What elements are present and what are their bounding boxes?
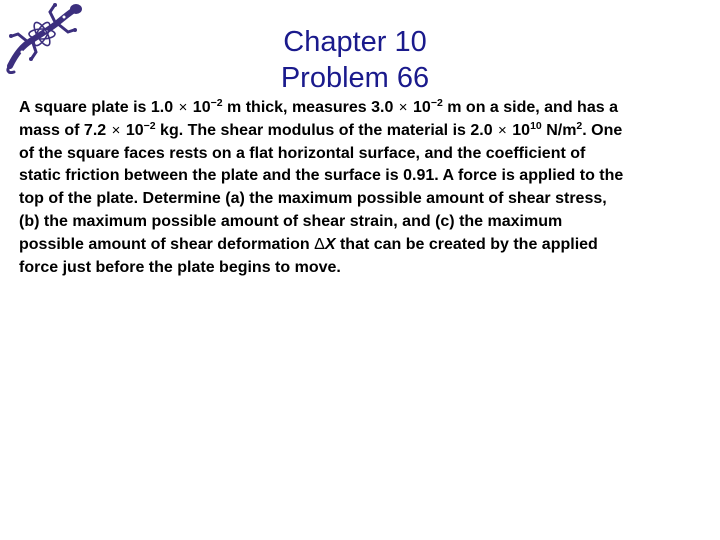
- times-symbol: ×: [178, 99, 188, 116]
- chapter-title: Chapter 10: [283, 26, 427, 58]
- text-segment: 10: [408, 99, 431, 116]
- gecko-atom-icon: [2, 0, 84, 74]
- exponent: 10: [530, 119, 542, 132]
- problem-line-1: [19, 97, 705, 120]
- problem-line-8: force just before the plate begins to move.: [19, 258, 341, 276]
- text-segment: that can be created by the applied: [335, 235, 598, 253]
- exponent: −2: [143, 119, 156, 132]
- times-symbol: ×: [498, 121, 507, 139]
- exponent: −2: [430, 97, 443, 109]
- problem-line-2: [19, 120, 705, 143]
- problem-line-6: (b) the maximum possible amount of shear strain, and (c) the maximum: [19, 212, 563, 230]
- problem-statement: [19, 97, 705, 279]
- text-segment: possible amount of shear deformation: [19, 235, 315, 253]
- exponent: −2: [210, 97, 223, 109]
- problem-line-5: top of the plate. Determine (a) the maximum possible amount of shear stress,: [19, 190, 607, 208]
- variable-x: X: [324, 235, 336, 253]
- text-segment: . One: [582, 121, 623, 139]
- text-segment: mass of 7.2: [19, 121, 111, 139]
- text-segment: m thick, measures 3.0: [222, 99, 398, 116]
- text-segment: m on a side, and has a: [442, 99, 618, 116]
- text-segment: N/m: [541, 121, 577, 139]
- problem-line-4: static friction between the plate and the surface is 0.91. A force is applied to the: [19, 167, 624, 185]
- text-segment: 10: [507, 121, 531, 139]
- problem-title: Problem 66: [280, 62, 430, 94]
- text-segment: 10: [121, 121, 144, 139]
- slide-title: [215, 24, 495, 96]
- times-symbol: ×: [111, 121, 121, 139]
- delta-symbol: Δ: [314, 235, 325, 253]
- text-segment: A square plate is 1.0: [19, 99, 178, 116]
- times-symbol: ×: [398, 99, 408, 116]
- problem-line-7: [19, 234, 705, 257]
- exponent: 2: [576, 119, 583, 132]
- text-segment: 10: [188, 99, 211, 116]
- text-segment: kg. The shear modulus of the material is 2.0: [155, 121, 498, 139]
- problem-line-3: of the square faces rests on a flat horizontal surface, and the coefficient of: [19, 144, 586, 162]
